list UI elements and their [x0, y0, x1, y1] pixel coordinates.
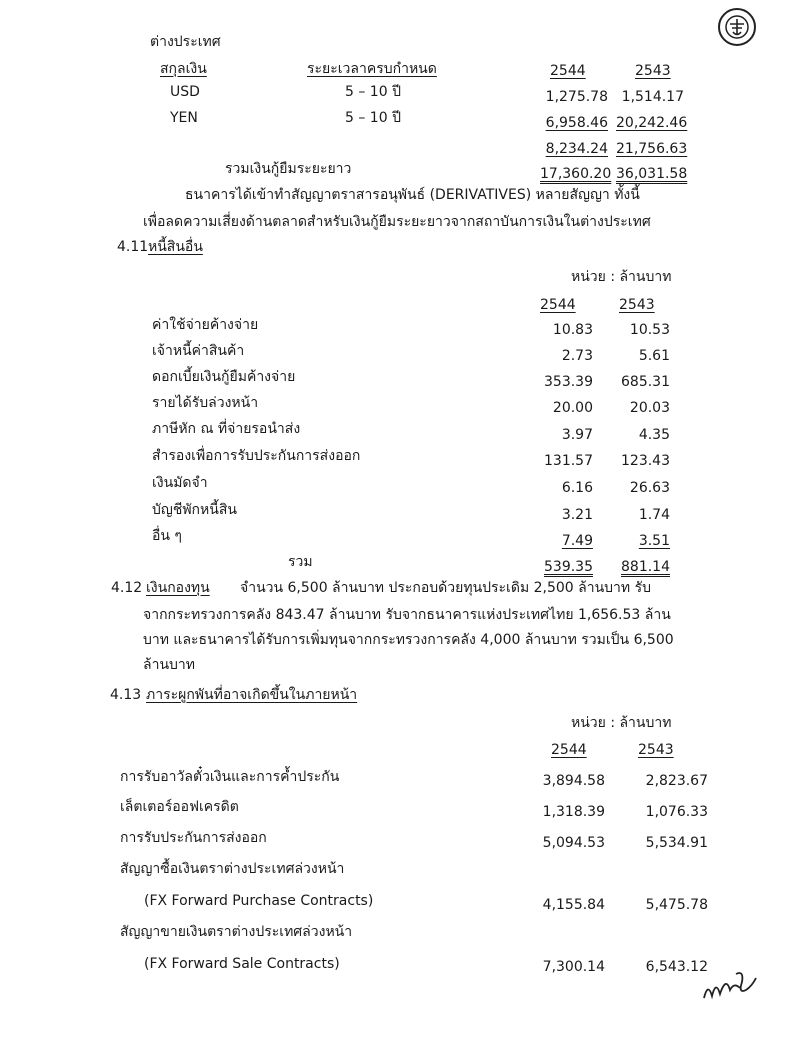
value-2544: 6,958.46: [545, 115, 608, 131]
value-2543: 2,823.67: [645, 773, 708, 789]
commitment-label: การรับอาวัลตั๋วเงินและการค้ำประกัน: [120, 769, 340, 785]
section-heading-foreign: ต่างประเทศ: [150, 34, 221, 50]
handwritten-initials-icon: [700, 968, 760, 1008]
value-2544: 7,300.14: [542, 959, 605, 975]
value-2543: 26.63: [629, 480, 670, 496]
value-2543: 3.51: [638, 533, 670, 549]
liability-label: บัญชีพักหนี้สิน: [152, 502, 237, 518]
value-2543: 5.61: [638, 348, 670, 364]
commitment-label: เล็ตเตอร์ออฟเครดิต: [120, 799, 239, 815]
capital-fund-line1: จำนวน 6,500 ล้านบาท ประกอบด้วยทุนประเดิม 2,500 ล้านบาท รับ: [240, 580, 651, 596]
value-2544: 3.21: [561, 507, 593, 523]
section-title-capital-fund: เงินกองทุน: [146, 580, 210, 596]
section-number-4-13: 4.13: [110, 687, 142, 703]
column-header-2543: 2543: [635, 63, 671, 79]
value-2544: 5,094.53: [542, 835, 605, 851]
value-2543: 1,076.33: [645, 804, 708, 820]
term-cell: 5 – 10 ปี: [345, 84, 401, 100]
value-2543: 10.53: [629, 322, 670, 338]
total-long-term-2543: 36,031.58: [616, 166, 688, 182]
capital-fund-line3: บาท และธนาคารได้รับการเพิ่มทุนจากกระทรวงการคลัง 4,000 ล้านบาท รวมเป็น 6,500: [143, 632, 674, 648]
value-2544: 10.83: [552, 322, 593, 338]
liability-label: เงินมัดจำ: [152, 475, 208, 491]
value-2544: 20.00: [552, 400, 593, 416]
value-2544: 1,275.78: [545, 89, 608, 105]
currency-cell: YEN: [170, 110, 198, 126]
value-2543: 5,475.78: [645, 897, 708, 913]
subtotal-2543: 21,756.63: [616, 141, 688, 157]
value-2544: 131.57: [544, 453, 593, 469]
value-2543: 20.03: [629, 400, 670, 416]
value-2544: 4,155.84: [542, 897, 605, 913]
liability-label: รายได้รับล่วงหน้า: [152, 395, 259, 411]
column-header-2543: 2543: [619, 297, 655, 313]
bank-emblem-icon: [718, 8, 756, 46]
liability-label: ดอกเบี้ยเงินกู้ยืมค้างจ่าย: [152, 369, 296, 385]
value-2543: 6,543.12: [645, 959, 708, 975]
section-title-commitments: ภาระผูกพันที่อาจเกิดขึ้นในภายหน้า: [146, 687, 358, 703]
value-2543: 5,534.91: [645, 835, 708, 851]
capital-fund-line4: ล้านบาท: [143, 657, 195, 673]
value-2544: 6.16: [561, 480, 593, 496]
value-2544: 7.49: [561, 533, 593, 549]
derivatives-note-line2: เพื่อลดความเสี่ยงด้านตลาดสำหรับเงินกู้ยืมระยะยาวจากสถาบันการเงินในต่างประเทศ: [143, 214, 651, 230]
commitment-label: สัญญาขายเงินตราต่างประเทศล่วงหน้า: [120, 924, 353, 940]
value-2543: 685.31: [621, 374, 670, 390]
capital-fund-line2: จากกระทรวงการคลัง 843.47 ล้านบาท รับจากธนาคารแห่งประเทศไทย 1,656.53 ล้าน: [143, 607, 671, 623]
liability-label: ภาษีหัก ณ ที่จ่ายรอนำส่ง: [152, 421, 301, 437]
section-title-other-liabilities: หนี้สินอื่น: [148, 239, 203, 255]
column-header-2544: 2544: [550, 63, 586, 79]
total-long-term-label: รวมเงินกู้ยืมระยะยาว: [225, 161, 352, 177]
term-cell: 5 – 10 ปี: [345, 110, 401, 126]
liability-label: อื่น ๆ: [152, 528, 182, 544]
column-header-term: ระยะเวลาครบกำหนด: [307, 61, 437, 77]
commitment-label: สัญญาซื้อเงินตราต่างประเทศล่วงหน้า: [120, 861, 345, 877]
value-2544: 2.73: [561, 348, 593, 364]
value-2543: 4.35: [638, 427, 670, 443]
column-header-2544: 2544: [540, 297, 576, 313]
value-2544: 1,318.39: [542, 804, 605, 820]
liability-label: ค่าใช้จ่ายค้างจ่าย: [152, 317, 259, 333]
commitment-label: (FX Forward Sale Contracts): [144, 956, 340, 972]
section-number-4-12: 4.12: [111, 580, 143, 596]
liability-label: เจ้าหนี้ค่าสินค้า: [152, 343, 245, 359]
value-2544: 3.97: [561, 427, 593, 443]
column-header-2543: 2543: [638, 742, 674, 758]
total-2544: 539.35: [544, 559, 593, 575]
value-2544: 353.39: [544, 374, 593, 390]
subtotal-2544: 8,234.24: [545, 141, 608, 157]
currency-cell: USD: [170, 84, 200, 100]
value-2543: 20,242.46: [616, 115, 688, 131]
section-number-4-11: 4.11: [117, 239, 149, 255]
column-header-currency: สกุลเงิน: [160, 61, 207, 77]
column-header-2544: 2544: [551, 742, 587, 758]
total-long-term-2544: 17,360.20: [540, 166, 612, 182]
value-2543: 123.43: [621, 453, 670, 469]
value-2544: 3,894.58: [542, 773, 605, 789]
unit-label: หน่วย : ล้านบาท: [571, 715, 672, 731]
total-2543: 881.14: [621, 559, 670, 575]
value-2543: 1.74: [638, 507, 670, 523]
derivatives-note-line1: ธนาคารได้เข้าทำสัญญาตราสารอนุพันธ์ (DERIVATIVES) หลายสัญญา ทั้งนี้: [185, 187, 640, 203]
commitment-label: การรับประกันการส่งออก: [120, 830, 267, 846]
commitment-label: (FX Forward Purchase Contracts): [144, 893, 374, 909]
liability-label: สำรองเพื่อการรับประกันการส่งออก: [152, 448, 361, 464]
total-label: รวม: [288, 554, 313, 570]
value-2543: 1,514.17: [621, 89, 684, 105]
unit-label: หน่วย : ล้านบาท: [571, 269, 672, 285]
